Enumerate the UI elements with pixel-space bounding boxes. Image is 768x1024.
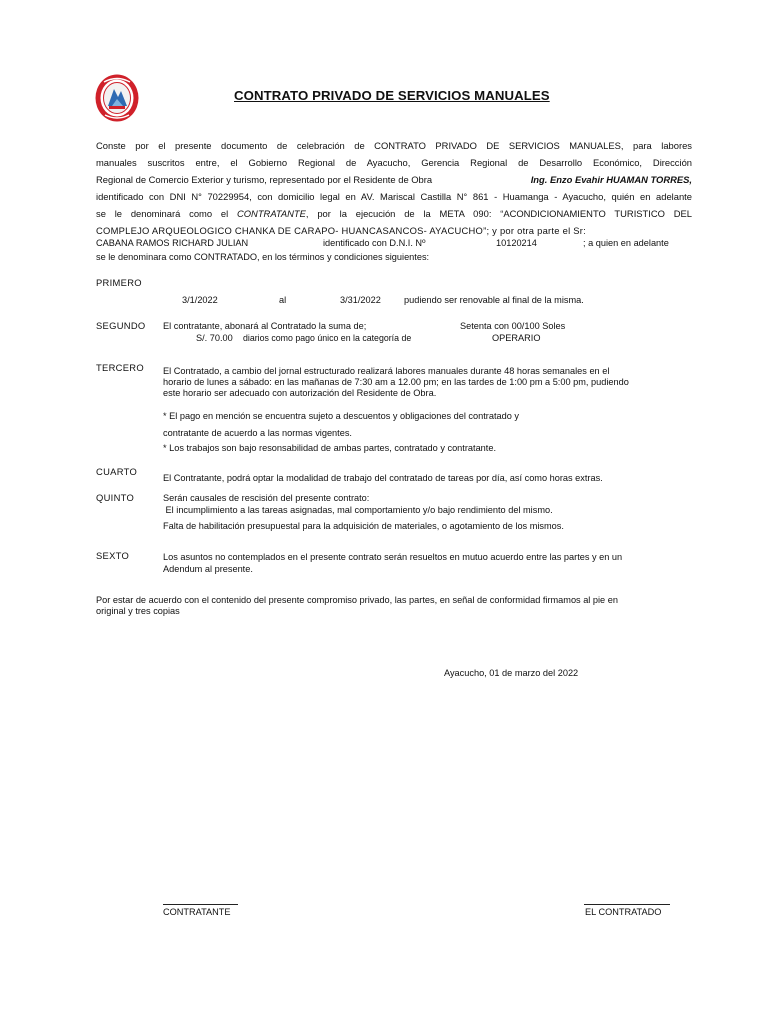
worker-name: CABANA RAMOS RICHARD JULIAN xyxy=(96,238,249,248)
intro-line-3 xyxy=(96,171,692,188)
category: OPERARIO xyxy=(492,333,541,343)
clause-label-primero: PRIMERO xyxy=(96,277,142,288)
end-date: 3/31/2022 xyxy=(340,295,381,305)
tercero-note-1: * El pago en mención se encuentra sujeto a descuentos y obligaciones del contratado y xyxy=(163,411,519,421)
place-date: Ayacucho, 01 de marzo del 2022 xyxy=(444,668,579,678)
clause-label-cuarto: CUARTO xyxy=(96,466,138,477)
cuarto-line-1: El Contratante, podrá optar la modalidad de trabajo del contratado de tareas por día, así como horas extras. xyxy=(163,473,603,483)
intro-line-8: se le denominara como CONTRATADO, en los términos y condiciones siguientes: xyxy=(96,252,430,262)
clause-label-sexto: SEXTO xyxy=(96,550,130,561)
tercero-line-3: este horario ser adecuado con autorización del Residente de Obra. xyxy=(163,388,437,398)
document-title: CONTRATO PRIVADO DE SERVICIOS MANUALES xyxy=(234,88,550,103)
worker-dni: 10120214 xyxy=(496,238,537,248)
contratante-em: CONTRATANTE xyxy=(236,208,306,219)
intro-line-2: manuales suscritos entre, el Gobierno Regional de Ayacucho, Gerencia Regional de Desarrollo Económico, Dirección xyxy=(96,157,692,168)
closing-line-1: Por estar de acuerdo con el contenido del presente compromiso privado, las partes, en señal de conformidad firmamos al pie en xyxy=(96,595,618,605)
amount-words: Setenta con 00/100 Soles xyxy=(460,321,566,331)
signature-line-contratado xyxy=(584,904,670,905)
resident-name: Ing. Enzo Evahir HUAMAN TORRES, xyxy=(530,174,692,185)
signature-label-contratado: EL CONTRATADO xyxy=(585,907,662,917)
quinto-line-1: Serán causales de rescisión del presente contrato: xyxy=(163,493,370,503)
tercero-note-3: * Los trabajos son bajo resonsabilidad de ambas partes, contratado y contratante. xyxy=(163,443,496,453)
intro-adelante: ; a quien en adelante xyxy=(583,238,669,248)
clause-label-quinto: QUINTO xyxy=(96,492,135,503)
tercero-note-2: contratante de acuerdo a las normas vigentes. xyxy=(163,428,352,438)
sexto-line-2: Adendum al presente. xyxy=(163,564,253,574)
segundo-line-1: El contratante, abonará al Contratado la suma de; xyxy=(163,321,367,331)
sexto-line-1: Los asuntos no contemplados en el presente contrato serán resueltos en mutuo acuerdo entre las partes y en un xyxy=(163,552,623,562)
quinto-line-2: El incumplimiento a las tareas asignadas, mal comportamiento y/o bajo rendimiento del mismo. xyxy=(163,505,553,515)
closing-line-2: original y tres copias xyxy=(96,606,180,616)
intro-line-6: COMPLEJO ARQUEOLOGICO CHANKA DE CARAPO- HUANCASANCOS- AYACUCHO”; y por otra parte el Sr: xyxy=(96,225,586,236)
intro-line-3-text: Regional de Comercio Exterior y turismo, representado por el Residente de Obra xyxy=(96,174,433,185)
intro-line-5-a: se le denominará como el xyxy=(96,208,229,219)
tercero-line-1: El Contratado, a cambio del jornal estructurado realizará labores manuales durante 48 horas semanales en el xyxy=(163,366,610,376)
intro-line-5 xyxy=(96,205,692,222)
intro-line-1: Conste por el presente documento de celebración de CONTRATO PRIVADO DE SERVICIOS MANUALES, para labores xyxy=(96,140,692,151)
id-label: identificado con D.N.I. Nº xyxy=(323,238,426,248)
intro-line-4: identificado con DNI N° 70229954, con domicilio legal en AV. Mariscal Castilla N° 861 - Huamanga - Ayacucho, quién en adelante xyxy=(96,191,692,202)
date-al: al xyxy=(279,295,287,305)
signature-line-contratante xyxy=(163,904,238,905)
start-date: 3/1/2022 xyxy=(182,295,218,305)
quinto-line-3: Falta de habilitación presupuestal para la adquisición de materiales, o agotamiento de los mismos. xyxy=(163,521,564,531)
clause-label-tercero: TERCERO xyxy=(96,362,144,373)
signature-label-contratante: CONTRATANTE xyxy=(163,907,231,917)
clause-label-segundo: SEGUNDO xyxy=(96,320,146,331)
amount-value: S/. 70.00 xyxy=(196,333,233,343)
intro-line-5-b: , por la ejecución de la META 090: “ACONDICIONAMIENTO TURISTICO DEL xyxy=(305,208,692,219)
primero-tail: pudiendo ser renovable al final de la misma. xyxy=(404,295,584,305)
tercero-line-2: horario de lunes a sábado: en las mañanas de 7:30 am a 12.00 pm; en las tardes de 1:00 pm a 5:00 pm, pudiendo xyxy=(163,377,629,387)
institution-logo xyxy=(94,73,140,123)
segundo-line-2: diarios como pago único en la categoría de xyxy=(243,333,412,343)
